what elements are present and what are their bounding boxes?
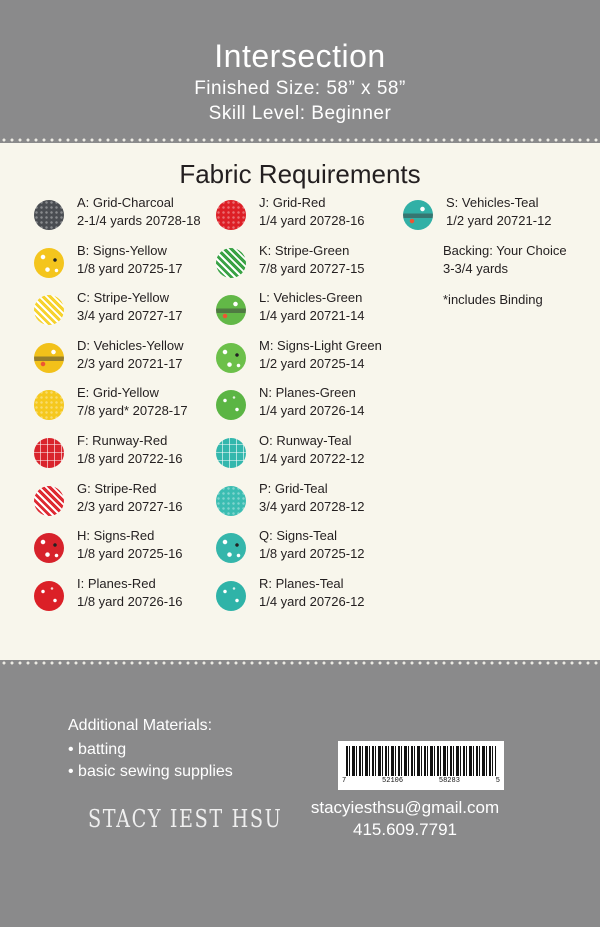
fabric-swatch	[216, 295, 246, 325]
fabric-swatch	[216, 390, 246, 420]
contact-email[interactable]: stacyiesthsu@gmail.com	[310, 798, 500, 817]
fabric-amount: 2/3 yard 20727-16	[77, 498, 183, 514]
fabric-amount: 1/2 yard 20725-14	[259, 355, 365, 371]
fabric-name: I: Planes-Red	[77, 575, 156, 591]
fabric-name: K: Stripe-Green	[259, 242, 350, 258]
fabric-amount: 1/4 yard 20726-12	[259, 593, 365, 609]
barcode-numbers	[342, 777, 500, 785]
fabric-amount: 1/8 yard 20725-16	[77, 546, 183, 562]
fabric-name: A: Grid-Charcoal	[77, 195, 174, 210]
fabric-swatch	[34, 581, 64, 611]
fabric-amount: 7/8 yard* 20728-17	[77, 403, 188, 419]
fabric-swatch	[403, 200, 433, 230]
header-band	[0, 0, 600, 136]
skill-level: Skill Level: Beginner	[208, 103, 392, 124]
fabric-name: L: Vehicles-Green	[259, 290, 363, 306]
material-item: • batting	[68, 741, 127, 758]
fabric-swatch	[216, 533, 246, 563]
bottom-dot-border	[0, 660, 600, 666]
binding-note: *includes Binding	[443, 292, 543, 307]
fabric-swatch	[216, 486, 246, 516]
pattern-title: Intersection	[214, 38, 386, 74]
fabric-swatch	[34, 343, 64, 373]
fabric-name: F: Runway-Red	[77, 433, 168, 448]
barcode-digit: 5	[495, 777, 500, 785]
fabric-amount: 1/8 yard 20722-16	[77, 451, 183, 466]
barcode	[338, 741, 504, 790]
fabric-name: H: Signs-Red	[77, 528, 155, 544]
finished-size: Finished Size: 58” x 58”	[194, 78, 406, 99]
fabric-amount: 7/8 yard 20727-15	[259, 260, 365, 276]
material-item: • basic sewing supplies	[68, 763, 233, 780]
fabric-name: P: Grid-Teal	[259, 480, 328, 496]
fabric-name: E: Grid-Yellow	[77, 385, 159, 401]
fabric-swatch	[216, 248, 246, 278]
fabric-swatch	[34, 533, 64, 563]
fabric-swatch	[216, 343, 246, 373]
fabric-amount: 1/4 yard 20722-12	[259, 451, 365, 466]
footer-band	[0, 667, 600, 927]
fabric-heading: Fabric Requirements	[179, 159, 421, 189]
fabric-requirements-panel	[0, 143, 600, 660]
barcode-digit: 52106	[382, 777, 404, 785]
barcode-digit: 7	[342, 777, 347, 785]
fabric-name: D: Vehicles-Yellow	[77, 337, 184, 353]
fabric-swatch	[216, 581, 246, 611]
barcode-bars	[346, 746, 496, 776]
fabric-amount: 1/4 yard 20721-14	[259, 308, 365, 324]
fabric-swatch	[34, 248, 64, 278]
fabric-name: O: Runway-Teal	[259, 433, 352, 448]
fabric-name: B: Signs-Yellow	[77, 242, 167, 258]
designer-logo: STACY IEST HSU	[88, 805, 283, 833]
barcode-digit: 58283	[438, 777, 460, 785]
fabric-swatch	[34, 295, 64, 325]
fabric-amount: 2/3 yard 20721-17	[77, 355, 183, 371]
fabric-swatch	[34, 438, 64, 468]
backing-label: Backing: Your Choice	[443, 243, 567, 258]
fabric-swatch	[216, 438, 246, 468]
contact-phone: 415.609.7791	[353, 820, 457, 839]
fabric-amount: 1/2 yard 20721-12	[446, 213, 552, 228]
fabric-name: S: Vehicles-Teal	[446, 195, 539, 210]
fabric-swatch	[34, 486, 64, 516]
fabric-amount: 1/4 yard 20726-14	[259, 403, 365, 419]
fabric-amount: 2-1/4 yards 20728-18	[77, 213, 201, 228]
fabric-name: Q: Signs-Teal	[259, 528, 338, 544]
fabric-swatch	[216, 200, 246, 230]
fabric-amount: 1/8 yard 20725-12	[259, 546, 365, 562]
fabric-amount: 1/8 yard 20725-17	[77, 260, 183, 276]
fabric-swatch	[34, 390, 64, 420]
fabric-amount: 1/4 yard 20728-16	[259, 213, 365, 228]
fabric-name: C: Stripe-Yellow	[77, 290, 170, 306]
backing-amount: 3-3/4 yards	[443, 261, 509, 276]
fabric-name: R: Planes-Teal	[259, 575, 344, 591]
fabric-swatch	[34, 200, 64, 230]
fabric-amount: 1/8 yard 20726-16	[77, 593, 183, 609]
fabric-amount: 3/4 yard 20728-12	[259, 498, 365, 514]
fabric-name: M: Signs-Light Green	[259, 337, 382, 353]
additional-materials-heading: Additional Materials:	[68, 717, 213, 734]
fabric-name: N: Planes-Green	[259, 385, 356, 401]
fabric-name: J: Grid-Red	[259, 195, 326, 210]
fabric-name: G: Stripe-Red	[77, 480, 157, 496]
fabric-amount: 3/4 yard 20727-17	[77, 308, 183, 324]
